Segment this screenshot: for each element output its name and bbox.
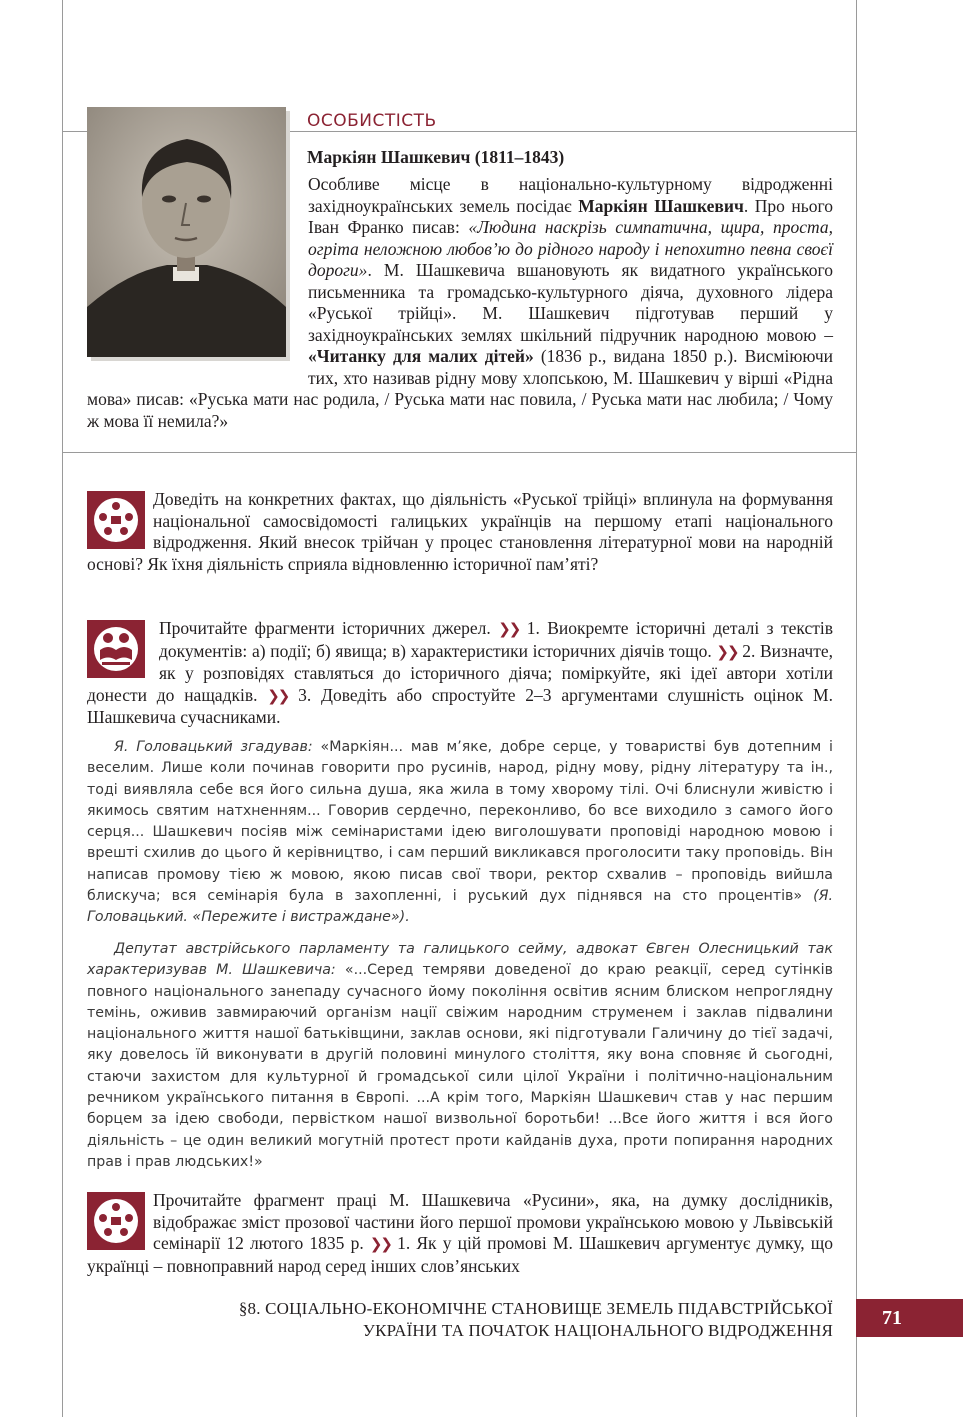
- right-margin-line: [856, 0, 857, 1417]
- section-rubric: ОСОБИСТІСТЬ: [307, 111, 437, 131]
- task-3-text-2: 1. Як у цій промові М. Шашкевич аргументує думку, що українці – повноправний народ серед інших слов’янських: [87, 1233, 834, 1276]
- footer-line-2: УКРАЇНИ ТА ПОЧАТОК НАЦІОНАЛЬНОГО ВІДРОДЖЕННЯ: [362, 1321, 833, 1340]
- double-arrow-icon: ❯❯: [498, 620, 520, 638]
- portrait-spacer: [87, 174, 308, 379]
- group-discussion-icon: [87, 491, 145, 549]
- task-2-text-3: 2. Визначте, як у розповідях ставляться до історичного діяча; поміркуйте, які ідеї автори хотіли донести до нащадків.: [87, 640, 833, 705]
- task-2-text-1: Прочитайте фрагменти історичних джерел.: [159, 618, 499, 638]
- left-margin-line: [62, 0, 63, 1417]
- section-title: Маркіян Шашкевич (1811–1843): [307, 147, 565, 167]
- quote-1-intro: Я. Головацький згадував:: [114, 739, 313, 755]
- source-quote-1: [87, 737, 833, 929]
- page-number: 71: [856, 1299, 963, 1337]
- bio-name-bold: Маркіян Шашкевич: [578, 195, 744, 216]
- bio-text-1: Особливе місце в національно-культурному відродженні західноукраїнських земель посідає: [308, 174, 833, 216]
- bio-text-2: . Про нього Іван Франко писав:: [308, 195, 833, 237]
- personality-text: [87, 174, 833, 432]
- franko-quote: «Людина наскрізь симпатична, щира, проста, огріта неложною любов’ю до рідного народу і непохитно певна своєї дороги»: [308, 217, 833, 280]
- quote-1-text: «Маркіян... мав м’яке, добре серце, у товаристві був дотепним і веселим. Лише коли починав говорити про русинів, народ, рідну мову, рідну літературу та ін., тоді виявляла себе вся його сильна душа, яка жила в тому хворому тілі. Очі блиснули живістю і якимось святим натхненням... Говорив сердечно, переконливо, бо все виходило з самого його серця... Шашкевич посіяв між семінаристами ідею виголошувати проповіді народною мовою і врешті схилив до цього й керівництво, і сам перший викликався проголосити таку проповідь. Він написав промову тією ж мовою, якою писав свої твори, ректор схвалив – проповідь вийшла блискуча; вся семінарія була в захопленні, і руський дух піднявся на сто процентів»: [87, 739, 833, 905]
- task-3-text-1: Прочитайте фрагмент праці М. Шашкевича «Русини», яка, на думку дослідників, відображає зміст прозової частини його першої промови українською мовою у Львівській семінарії 12 лютого 1835 р.: [153, 1190, 833, 1254]
- quote-1-source: (Я. Головацький. «Пережите і вистраждане»).: [87, 888, 833, 926]
- textbook-title: «Читанку для малих дітей»: [308, 346, 534, 366]
- footer-line-1: §8. СОЦІАЛЬНО-ЕКОНОМІЧНЕ СТАНОВИЩЕ ЗЕМЕЛЬ ПІДАВСТРІЙСЬКОЇ: [238, 1299, 833, 1318]
- source-quote-2: [87, 939, 833, 1173]
- quote-2-text: «...Серед темряви доведеної до краю реакції, серед сутінків повного національного занепаду сучасного йому покоління освітив ясним блиском непроглядну темінь, оживив завмираючий організм нації свіжим народним струменем і заклав підвалини національного життя нашої батьківщини, заклав основи, які підготували Галичину до тієї задачі, яку довелось їй виконувати в другій половині минулого століття, яку вона сповняє й сьогодні, стаючи захистом для культурної й громадської сили цілої України і політично-національним речником українського питання в Європі. ...А крім того, Маркіян Шашкевич став у нас першим борцем за ідею свободи, первістком нашої визвольної боротьби! ...Все його життя і вся його діяльність – це один великий могутній протест проти кайданів духа, проти попирання народних прав і прав людських!»: [87, 962, 833, 1170]
- task-2-text-2: 1. Виокремте історичні деталі з текстів документів: а) події; б) явища; в) характеристики історичних діячів тощо.: [159, 618, 833, 661]
- double-arrow-icon: ❯❯: [716, 642, 738, 661]
- task-2-text-4: 3. Доведіть або спростуйте 2–3 аргументами слушність оцінок М. Шашкевича сучасниками.: [87, 684, 833, 728]
- double-arrow-icon: ❯❯: [369, 1235, 391, 1254]
- quote-2-intro: Депутат австрійського парламенту та галицького сейму, адвокат Євген Олесницький так характеризував М. Шашкевича:: [87, 941, 833, 979]
- task-1-text: Доведіть на конкретних фактах, що діяльність «Руської трійці» вплинула на формування національної самосвідомості галицьких українців на першому етапі національного відродження. Який внесок трійчан у процес становлення літературної мови на народній основі? Як їхня діяльність сприяла відновленню історичної пам’яті?: [87, 489, 833, 574]
- double-arrow-icon: ❯❯: [267, 686, 289, 705]
- task-3: [87, 1190, 833, 1277]
- section-bottom-rule: [62, 452, 856, 453]
- group-discussion-icon: [87, 1192, 145, 1250]
- task-2: [87, 618, 833, 729]
- task-1: [87, 489, 833, 575]
- bio-text-3: . М. Шашкевича вшановують як видатного українського письменника та громадсько-культурного діяча, духовного лідера «Руської трійці». М. Шашкевич підготував перший у західноукраїнських землях шкільний підручник народною мовою –: [308, 260, 833, 345]
- chapter-footer: [239, 1298, 833, 1342]
- bio-text-4: (1836 р., видана 1850 р.). Висміюючи тих, хто називав рідну мову хлопською, М. Шашкевич у вірші «Рідна мова» писав: «Руська мати нас родила, / Руська мати нас повила, / Руська мати нас любила; / Чому ж мова її немила?»: [87, 346, 833, 431]
- pair-reading-icon: [87, 620, 145, 678]
